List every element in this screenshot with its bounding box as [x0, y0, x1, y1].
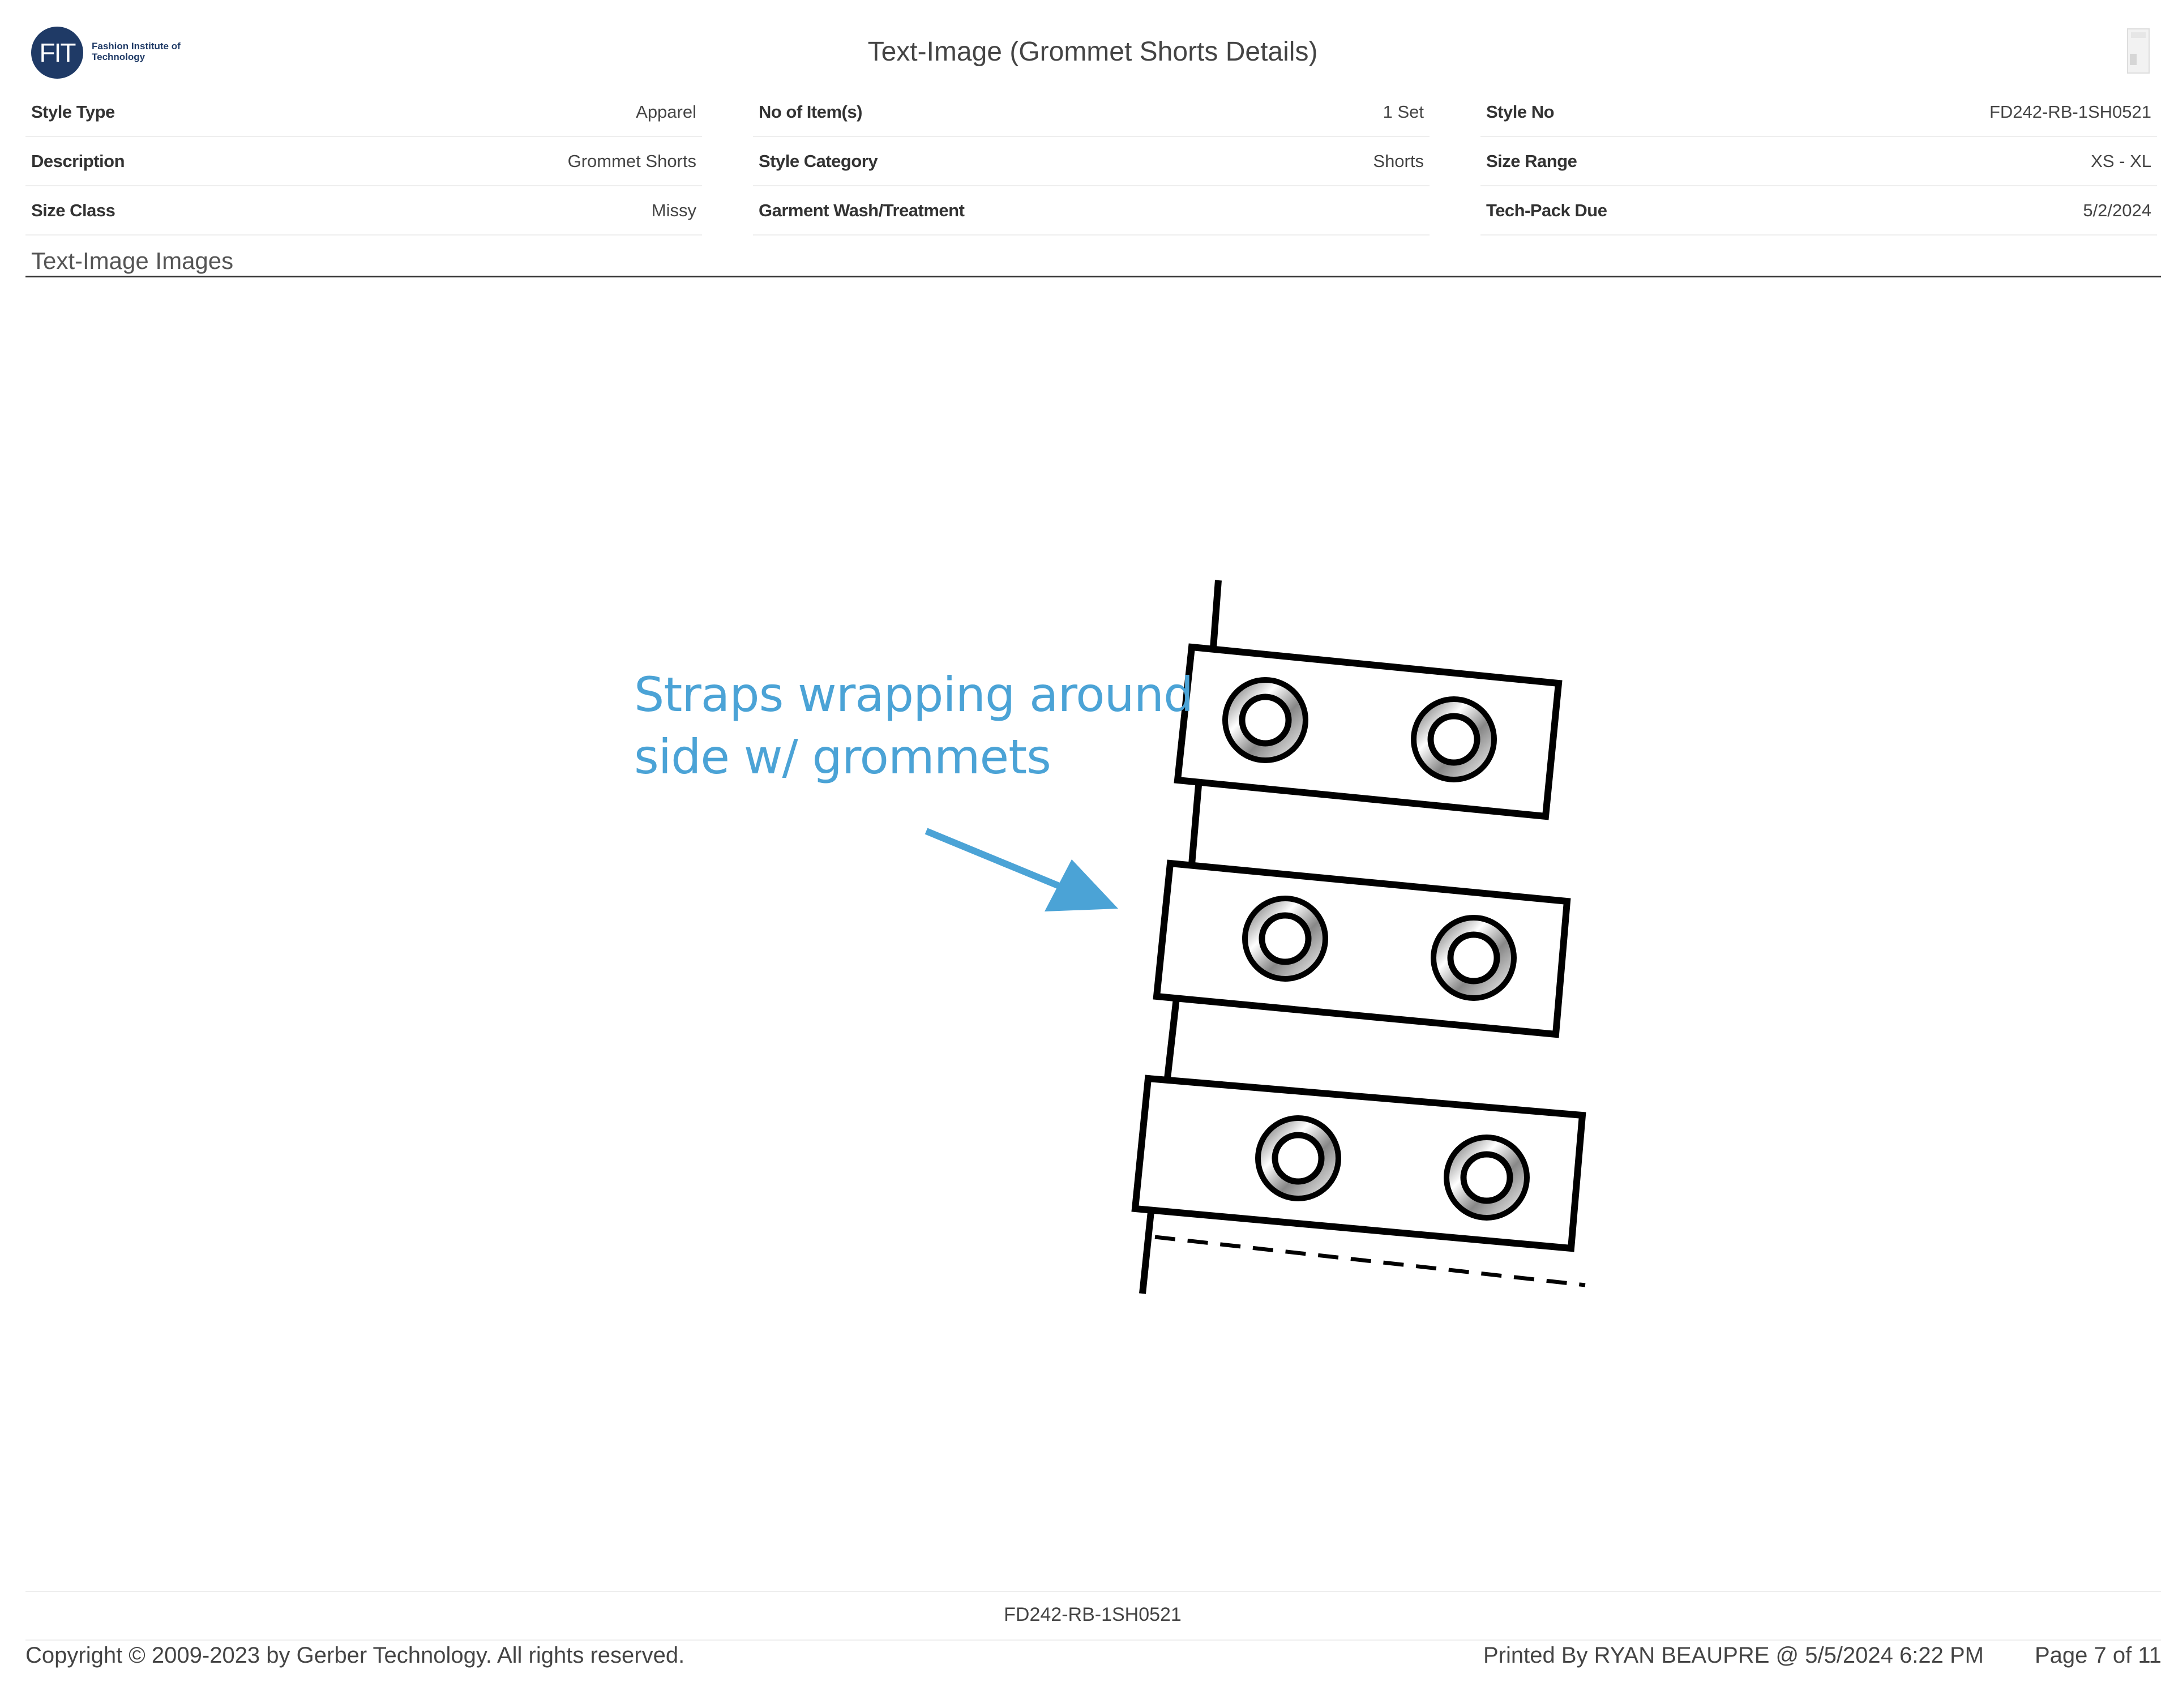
side-seam-line — [1192, 785, 1199, 864]
detail-value: 5/2/2024 — [2083, 200, 2151, 220]
logo-text: Fashion Institute of Technology — [92, 41, 181, 62]
grommet-icon — [1414, 699, 1494, 780]
side-seam-line — [1142, 1212, 1151, 1294]
section-divider — [25, 276, 2161, 277]
detail-value: 1 Set — [1383, 101, 1424, 122]
grommet-icon — [1245, 898, 1325, 979]
detail-style-category — [753, 137, 1430, 186]
detail-label: No of Item(s) — [759, 101, 862, 122]
detail-no-of-items — [753, 88, 1430, 137]
footer-printed-by: Printed By RYAN BEAUPRE @ 5/5/2024 6:22 PM — [1483, 1643, 1984, 1668]
detail-value: FD242-RB-1SH0521 — [1989, 101, 2151, 122]
footer-page-number: Page 7 of 11 — [2035, 1643, 2162, 1668]
logo-mark: FIT — [39, 38, 75, 67]
grommet-icon — [1433, 918, 1514, 998]
detail-label: Tech-Pack Due — [1486, 200, 1607, 220]
detail-size-class — [25, 186, 702, 236]
section-title: Text-Image Images — [31, 247, 234, 274]
footer-style-no: FD242-RB-1SH0521 — [1004, 1604, 1182, 1625]
page-header — [0, 0, 2174, 85]
side-seam-line — [1213, 580, 1218, 648]
detail-label: Size Range — [1486, 151, 1577, 171]
detail-tech-pack-due — [1480, 186, 2157, 236]
grommet-icon — [1447, 1137, 1527, 1218]
footer-divider — [25, 1639, 2161, 1641]
detail-label: Style Category — [759, 151, 878, 171]
detail-style-no — [1480, 88, 2157, 137]
detail-label: Style No — [1486, 101, 1555, 122]
style-details-grid — [25, 88, 2160, 238]
detail-garment-wash — [753, 186, 1430, 236]
detail-value: Missy — [651, 200, 696, 220]
annotation-line-2: side w/ grommets — [634, 729, 1051, 785]
pointer-arrow-icon — [926, 831, 1118, 911]
detail-description — [25, 137, 702, 186]
figure-annotation — [634, 663, 1200, 788]
detail-value: Apparel — [636, 101, 696, 122]
footer-divider — [25, 1591, 2161, 1592]
detail-value: XS - XL — [2091, 151, 2151, 171]
grommet-icon — [1258, 1118, 1338, 1198]
side-seam-line — [1167, 998, 1176, 1078]
garment-thumbnail-icon — [2119, 25, 2158, 78]
annotation-line-1: Straps wrapping around — [634, 667, 1193, 722]
grommet-icon — [1225, 680, 1306, 760]
detail-style-type — [25, 88, 702, 137]
detail-value: Shorts — [1373, 151, 1424, 171]
detail-label: Style Type — [31, 101, 115, 122]
detail-label: Description — [31, 151, 125, 171]
detail-value: Grommet Shorts — [567, 151, 696, 171]
detail-size-range — [1480, 137, 2157, 186]
detail-label: Garment Wash/Treatment — [759, 200, 965, 220]
footer-copyright: Copyright © 2009-2023 by Gerber Technology. All rights reserved. — [25, 1643, 685, 1668]
detail-label: Size Class — [31, 200, 115, 220]
page-title: Text-Image (Grommet Shorts Details) — [867, 37, 1318, 67]
